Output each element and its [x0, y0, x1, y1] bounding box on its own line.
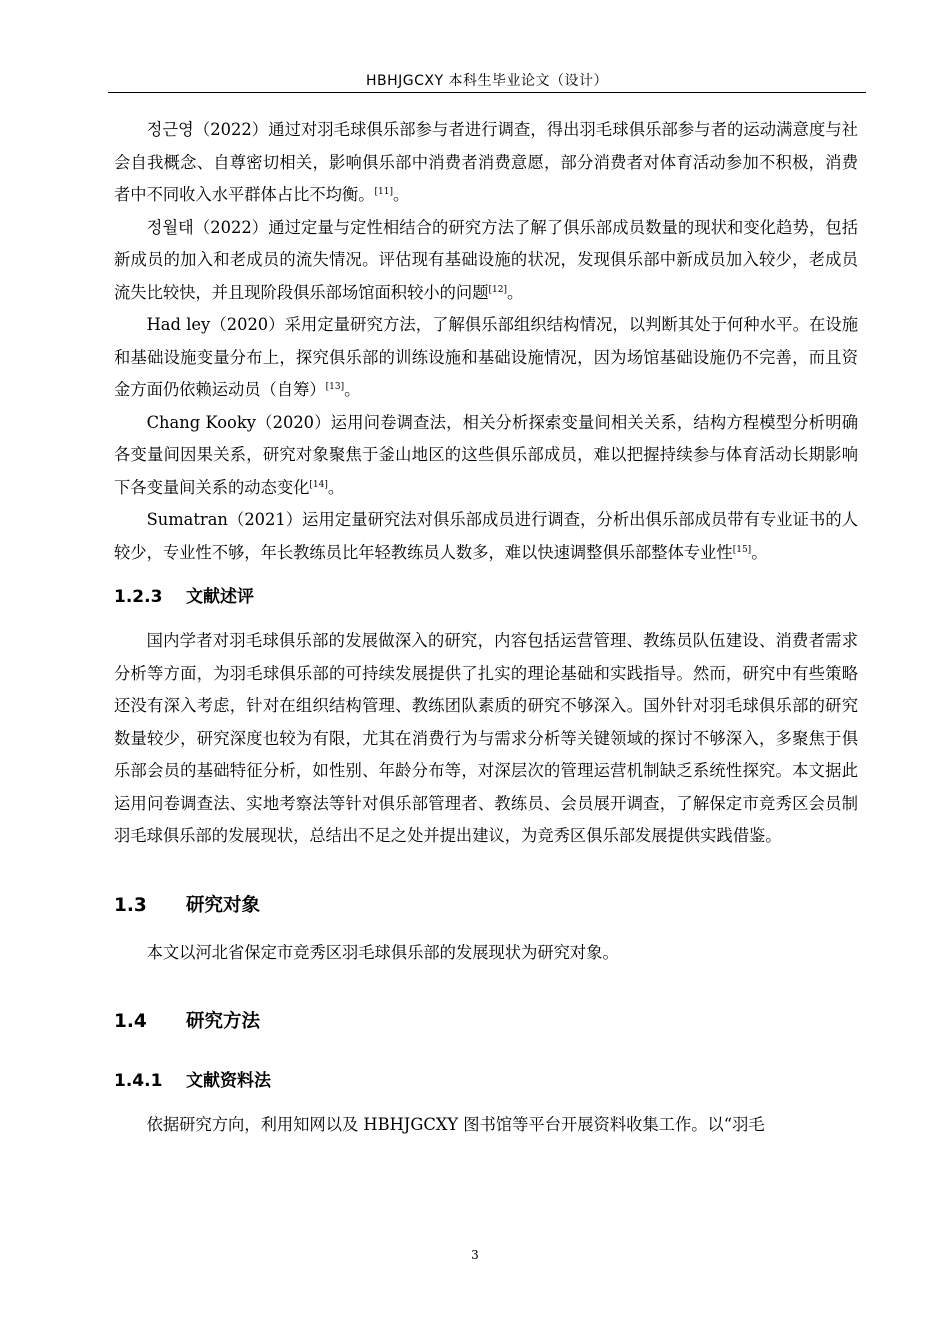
- citation: [15]: [732, 544, 752, 555]
- citation: [11]: [374, 187, 393, 197]
- running-header: HBHJGCXY 本科生毕业论文（设计）: [365, 73, 608, 89]
- heading-1-3: [114, 875, 858, 937]
- section-number: 1.4: [114, 1011, 147, 1032]
- section-number: 1.3: [114, 894, 147, 916]
- citation: [14]: [309, 479, 328, 490]
- paragraph-chang-kooky: Chang Kooky（2020）运用问卷调查法，相关分析探索变量间相关关系，结构方程模型分析明确各变量间因果关系，研究对象聚焦于釜山地区的这些俱乐部成员，难以把握持续参与体育活动长期影响下各变量间关系的动态变化[14]。: [114, 412, 858, 497]
- section-number: 1.4.1: [114, 1071, 163, 1091]
- section-title: 文献述评: [186, 587, 254, 607]
- section-title: 研究方法: [186, 1011, 261, 1032]
- paragraph-sumatran: Sumatran（2021）运用定量研究法对俱乐部成员进行调查，分析出俱乐部成员带有专业证书的人较少，专业性不够，年长教练员比年轻教练员人数多，难以快速调整俱乐部整体专业性[15]。: [114, 510, 858, 562]
- citation: [13]: [325, 382, 345, 392]
- page-body: [114, 114, 858, 1142]
- paragraph-jeong-geunyoung: 정근영（2022）通过对羽毛球俱乐部参与者进行调查，得出羽毛球俱乐部参与者的运动满意度与社会自我概念、自尊密切相关，影响俱乐部中消费者消费意愿，部分消费者对体育活动参加不积极，消费者中不同收入水平群体占比不均衡。[11]。: [114, 120, 858, 204]
- section-title: 文献资料法: [186, 1071, 271, 1091]
- section-number: 1.2.3: [114, 587, 163, 607]
- page-number: 3: [471, 1248, 479, 1262]
- heading-1-2-3: [114, 569, 858, 625]
- header-rule: [108, 92, 866, 93]
- heading-1-4-1: [114, 1053, 858, 1109]
- heading-1-4: [114, 991, 858, 1053]
- paragraph-hadley: Had ley（2020）采用定量研究方法，了解俱乐部组织结构情况，以判断其处于何种水平。在设施和基础设施变量分布上，探究俱乐部的训练设施和基础设施情况，因为场馆基础设施仍不完善，而且资金方面仍依赖运动员（自筹）[13]。: [114, 315, 858, 399]
- citation: [12]: [488, 284, 507, 295]
- paragraph-jeong-woltae: 정월태（2022）通过定量与定性相结合的研究方法了解了俱乐部成员数量的现状和变化趋势，包括新成员的加入和老成员的流失情况。评估现有基础设施的状况，发现俱乐部中新成员加入较少，老成员流失比较快，并且现阶段俱乐部场馆面积较小的问题[12]。: [114, 217, 858, 302]
- section-title: 研究对象: [186, 894, 261, 916]
- paragraph-research-object: 本文以河北省保定市竞秀区羽毛球俱乐部的发展现状为研究对象。: [146, 942, 619, 962]
- paragraph-literature-method: 依据研究方向，利用知网以及 HBHJGCXY 图书馆等平台开展资料收集工作。以“羽毛: [146, 1115, 765, 1134]
- paragraph-literature-review: 国内学者对羽毛球俱乐部的发展做深入的研究，内容包括运营管理、教练员队伍建设、消费者需求分析等方面，为羽毛球俱乐部的可持续发展提供了扎实的理论基础和实践指导。然而，研究中有些策略还没有深入考虑，针对在组织结构管理、教练团队素质的研究不够深入。国外针对羽毛球俱乐部的研究数量较少，研究深度也较为有限，尤其在消费行为与需求分析等关键领域的探讨不够深入，多聚焦于俱乐部会员的基础特征分析，如性别、年龄分布等，对深层次的管理运营机制缺乏系统性探究。本文据此运用问卷调查法、实地考察法等针对俱乐部管理者、教练员、会员展开调查，了解保定市竞秀区会员制羽毛球俱乐部的发展现状，总结出不足之处并提出建议，为竞秀区俱乐部发展提供实践借鉴。: [114, 631, 858, 845]
